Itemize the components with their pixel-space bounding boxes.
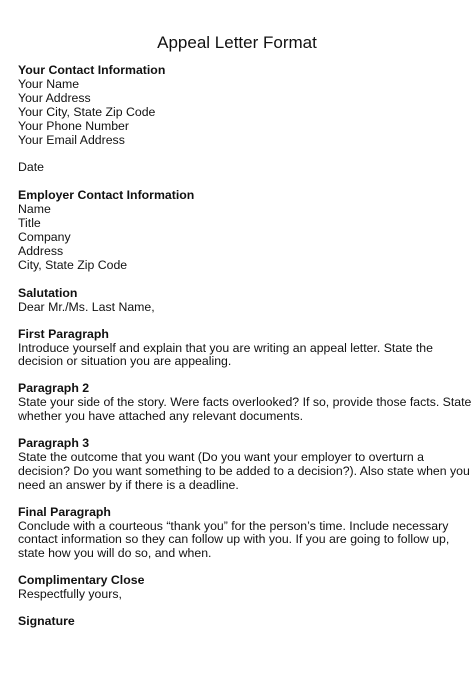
your-city-state-zip-line: Your City, State Zip Code	[18, 104, 156, 119]
employer-contact-information-heading: Employer Contact Information	[18, 188, 195, 203]
employer-contact-information-section	[18, 189, 458, 272]
paragraph-3-heading: Paragraph 3	[18, 436, 90, 451]
final-paragraph-heading: Final Paragraph	[18, 504, 111, 519]
signature-section	[18, 615, 458, 629]
first-paragraph-line: Introduce yourself and explain that you are writing an appeal letter. State the	[18, 340, 433, 355]
complimentary-close-section	[18, 574, 458, 602]
complimentary-close-heading: Complimentary Close	[18, 573, 145, 588]
spacer	[18, 602, 458, 615]
your-contact-information-section	[18, 64, 458, 147]
employer-city-state-zip-line: City, State Zip Code	[18, 257, 128, 272]
employer-address-line: Address	[18, 243, 64, 258]
your-address-line: Your Address	[18, 90, 91, 105]
employer-name-line: Name	[18, 202, 51, 217]
date-section	[18, 161, 458, 175]
first-paragraph-heading: First Paragraph	[18, 326, 109, 341]
paragraph-3-line: decision? Do you want something to be added to a decision?). Also state when you	[18, 463, 470, 478]
letter-format-content	[18, 63, 472, 629]
spacer	[18, 315, 458, 328]
your-phone-number-line: Your Phone Number	[18, 118, 129, 133]
first-paragraph-section	[18, 328, 458, 370]
your-name-line: Your Name	[18, 76, 80, 91]
employer-company-line: Company	[18, 230, 71, 245]
paragraph-2-heading: Paragraph 2	[18, 381, 90, 396]
paragraph-3-line: need an answer by if there is a deadline.	[18, 477, 239, 492]
spacer	[18, 273, 458, 287]
salutation-text: Dear Mr./Ms. Last Name,	[18, 299, 155, 314]
your-contact-information-heading: Your Contact Information	[18, 63, 166, 77]
final-paragraph-line: Conclude with a courteous “thank you” for the person’s time. Include necessary	[18, 518, 449, 533]
paragraph-2-line: State your side of the story. Were facts overlooked? If so, provide those facts. State	[18, 395, 472, 410]
final-paragraph-section	[18, 506, 458, 562]
final-paragraph-line: state how you will do so, and when.	[18, 546, 212, 561]
document-title: Appeal Letter Format	[157, 33, 317, 52]
spacer	[18, 175, 458, 189]
spacer	[18, 493, 458, 506]
paragraph-3-section	[18, 436, 470, 493]
final-paragraph-line: contact information so they can follow up with you. If you are going to follow up,	[18, 532, 450, 547]
employer-title-line: Title	[18, 216, 41, 231]
complimentary-close-text: Respectfully yours,	[18, 587, 122, 602]
paragraph-2-line: whether you have attached any relevant documents.	[18, 409, 304, 424]
first-paragraph-line: decision or situation you are appealing.	[18, 354, 232, 369]
spacer	[18, 147, 458, 161]
salutation-section	[18, 287, 458, 315]
your-email-address-line: Your Email Address	[18, 132, 125, 147]
paragraph-2-section	[18, 381, 472, 424]
salutation-heading: Salutation	[18, 285, 78, 300]
signature-heading: Signature	[18, 614, 75, 629]
date-line: Date	[18, 160, 44, 175]
paragraph-3-line: State the outcome that you want (Do you want your employer to overturn a	[18, 449, 425, 464]
